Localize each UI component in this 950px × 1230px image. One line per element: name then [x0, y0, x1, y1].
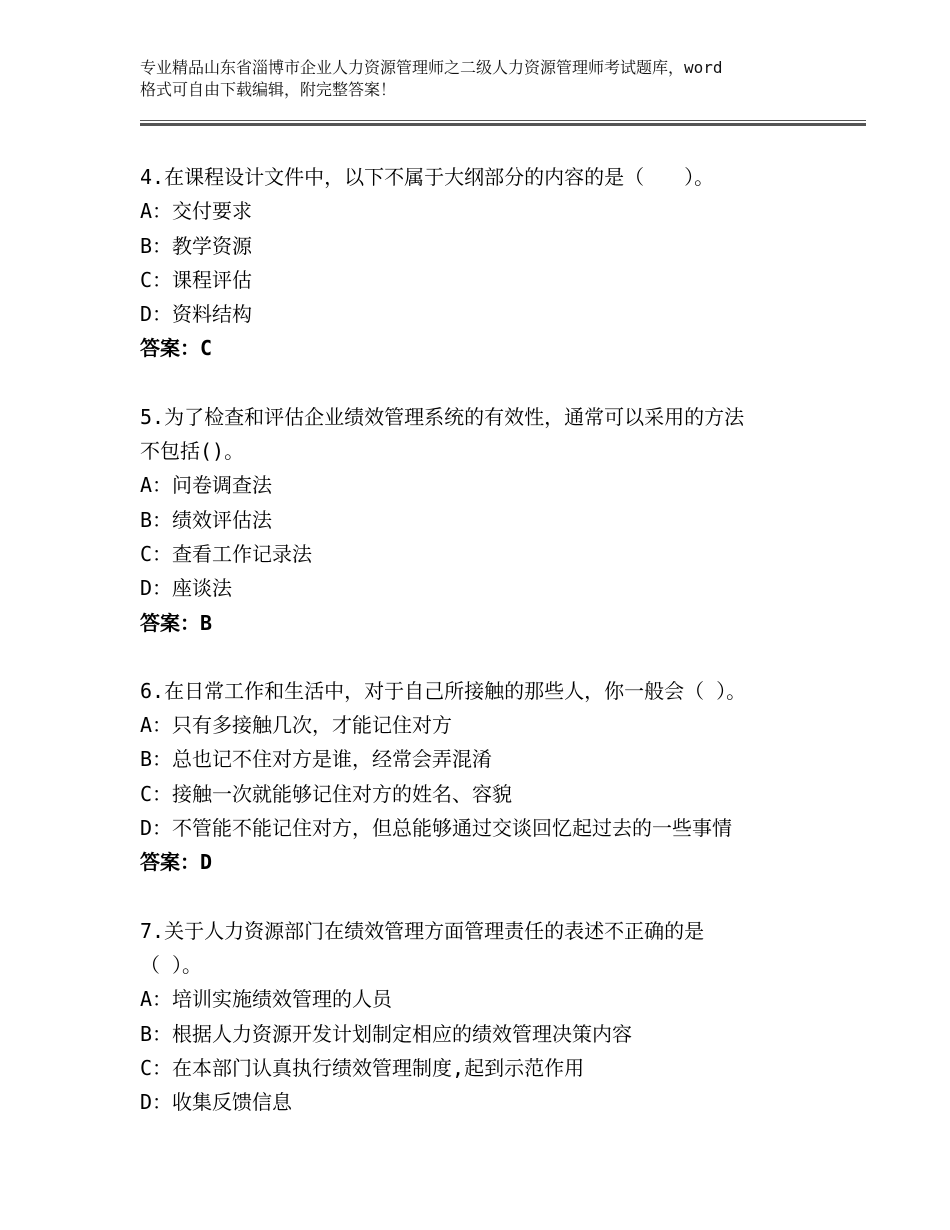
question-list — [140, 160, 860, 1153]
option-b: B：根据人力资源开发计划制定相应的绩效管理决策内容 — [140, 1021, 633, 1046]
option-b: B：教学资源 — [140, 233, 253, 258]
option-d: D：不管能不能记住对方，但总能够通过交谈回忆起过去的一些事情 — [140, 816, 733, 841]
option-c: C：查看工作记录法 — [140, 541, 313, 566]
question-5 — [140, 400, 860, 640]
option-a: A：只有多接触几次，才能记住对方 — [140, 713, 453, 738]
question-stem-continued: 不包括()。 — [140, 439, 245, 464]
question-stem: 5.为了检查和评估企业绩效管理系统的有效性，通常可以采用的方法 — [140, 404, 745, 429]
option-c: C：接触一次就能够记住对方的姓名、容貌 — [140, 781, 513, 806]
option-c: C：在本部门认真执行绩效管理制度,起到示范作用 — [140, 1055, 585, 1080]
option-a: A：交付要求 — [140, 199, 253, 224]
header-line: 专业精品山东省淄博市企业人力资源管理师之二级人力资源管理师考试题库，word — [140, 58, 723, 77]
header-line: 格式可自由下载编辑，附完整答案！ — [140, 80, 397, 99]
document-header — [140, 57, 860, 101]
option-d: D：资料结构 — [140, 302, 253, 327]
option-a: A：问卷调查法 — [140, 473, 273, 498]
question-stem: 4.在课程设计文件中，以下不属于大纲部分的内容的是（ ）。 — [140, 165, 715, 189]
divider-thin-line — [140, 120, 866, 121]
question-stem: 6.在日常工作和生活中，对于自己所接触的那些人，你一般会（ ）。 — [140, 678, 747, 703]
divider-thick-line — [140, 123, 866, 126]
question-stem: 7.关于人力资源部门在绩效管理方面管理责任的表述不正确的是 — [140, 918, 705, 943]
option-b: B：总也记不住对方是谁，经常会弄混淆 — [140, 747, 493, 772]
question-stem-continued: （ ）。 — [140, 952, 203, 977]
question-7 — [140, 914, 860, 1120]
option-d: D：收集反馈信息 — [140, 1090, 293, 1115]
option-d: D：座谈法 — [140, 576, 233, 601]
answer-label: 答案：D — [140, 850, 213, 875]
option-b: B：绩效评估法 — [140, 507, 273, 532]
answer-label: 答案：C — [140, 336, 213, 361]
question-4 — [140, 160, 860, 366]
option-a: A：培训实施绩效管理的人员 — [140, 987, 393, 1012]
header-divider — [140, 120, 866, 126]
question-6 — [140, 674, 860, 880]
option-c: C：课程评估 — [140, 267, 253, 292]
answer-label: 答案：B — [140, 610, 213, 635]
